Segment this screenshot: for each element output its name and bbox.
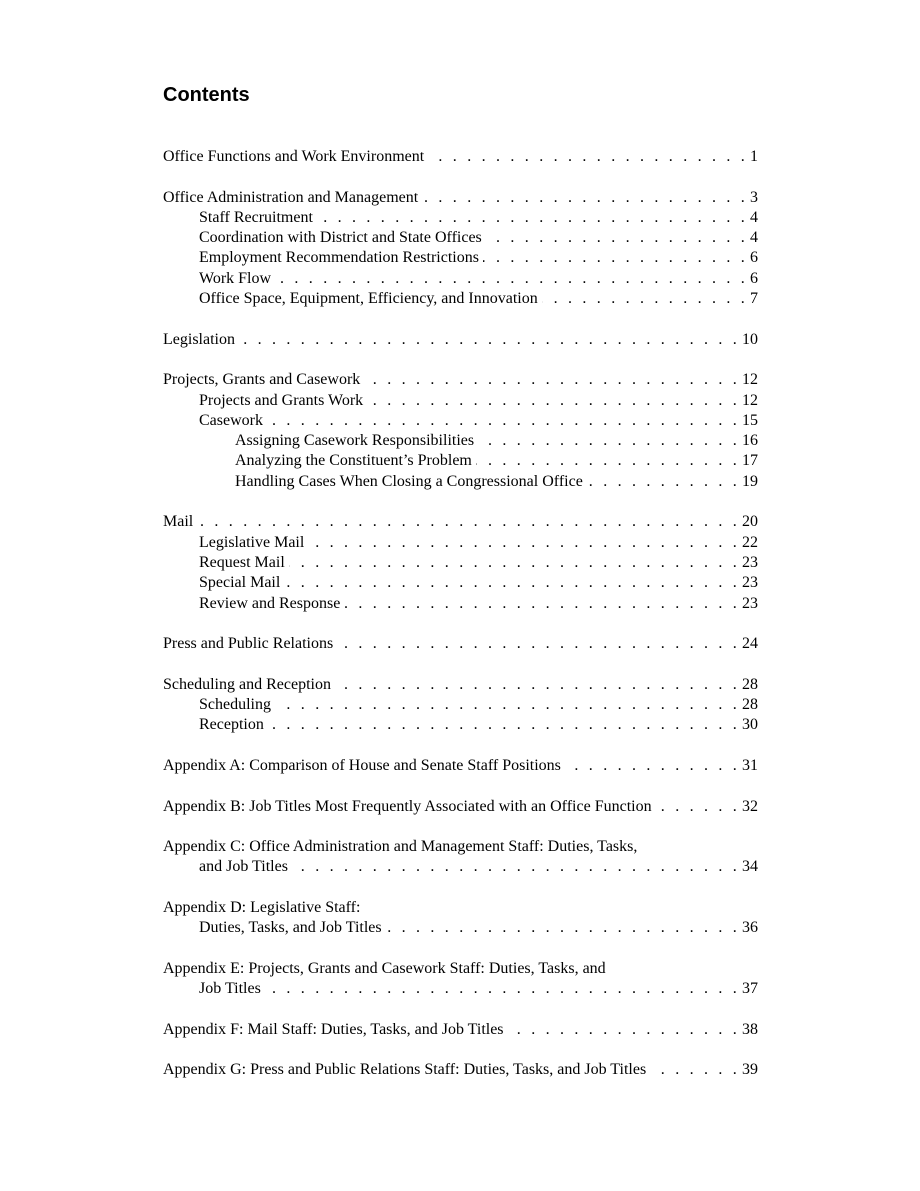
toc-entry-title: Duties, Tasks, and Job Titles — [199, 919, 382, 937]
toc-group-appendix-g — [163, 1060, 758, 1080]
toc-entry-title: Office Functions and Work Environment — [163, 148, 425, 165]
toc-entry-page: 37 — [742, 980, 758, 998]
dot-leader — [587, 472, 740, 492]
dot-leader — [239, 330, 740, 350]
toc-entry-page: 7 — [750, 290, 758, 308]
toc-entry-page: 4 — [750, 208, 758, 226]
dot-leader — [289, 553, 740, 573]
dot-leader — [335, 675, 740, 695]
toc-entry-page: 12 — [742, 391, 758, 409]
toc-entry-title: Employment Recommendation Restrictions — [199, 249, 479, 267]
toc-subentry[interactable] — [163, 695, 758, 715]
toc-group-appendix-e — [163, 959, 758, 1000]
toc-entry-title: Request Mail — [199, 553, 285, 571]
dot-leader — [265, 979, 740, 999]
toc-entry-title: Office Space, Equipment, Efficiency, and Innovation — [199, 290, 538, 308]
dot-leader — [656, 797, 740, 817]
toc-group-appendix-f — [163, 1020, 758, 1040]
dot-leader — [197, 512, 740, 532]
toc-entry-page: 36 — [742, 919, 758, 937]
toc-entry-page: 23 — [742, 553, 758, 571]
toc-entry-title: Work Flow — [199, 269, 272, 287]
toc-group-projects — [163, 370, 758, 492]
toc-entry-page: 39 — [742, 1061, 758, 1079]
toc-entry-title-line: Appendix C: Office Administration and Management Staff: Duties, Tasks, — [163, 838, 638, 856]
dot-leader — [344, 594, 740, 614]
dot-leader — [267, 411, 740, 431]
toc-subentry[interactable] — [163, 391, 758, 411]
toc-entry-page: 28 — [742, 696, 758, 714]
toc-entry-page: 19 — [742, 472, 758, 490]
toc-entry-title: Staff Recruitment — [199, 208, 313, 226]
toc-entry-title: Appendix F: Mail Staff: Duties, Tasks, and Job Titles — [163, 1020, 504, 1038]
toc-entry-page: 10 — [742, 330, 758, 348]
toc-entry-title: Special Mail — [199, 574, 281, 592]
toc-entry[interactable] — [163, 1020, 758, 1040]
toc-group-appendix-d — [163, 898, 758, 939]
toc-entry-title: Projects and Grants Work — [199, 391, 364, 409]
toc-entry-title: Legislation — [163, 330, 235, 348]
toc-subentry[interactable] — [163, 594, 758, 614]
dot-leader — [284, 573, 740, 593]
toc-entry-title: Assigning Casework Responsibilities — [235, 432, 475, 450]
toc-entry-page: 23 — [742, 594, 758, 612]
toc-entry-page: 24 — [742, 635, 758, 653]
page-title: Contents — [163, 84, 250, 106]
toc-entry-title: Appendix G: Press and Public Relations Staff: Duties, Tasks, and Job Titles — [163, 1061, 647, 1079]
toc-entry-title: Job Titles — [199, 980, 261, 998]
toc-entry-page: 23 — [742, 574, 758, 592]
toc-entry-page: 31 — [742, 756, 758, 774]
toc-entry-title-line: Appendix D: Legislative Staff: — [163, 898, 361, 916]
toc-subentry[interactable] — [163, 289, 758, 309]
toc-entry-title: and Job Titles — [199, 858, 288, 876]
dot-leader — [422, 188, 748, 208]
toc-entry[interactable] — [163, 979, 758, 999]
toc-subentry[interactable] — [163, 411, 758, 431]
dot-leader — [486, 228, 748, 248]
toc-entry-page: 20 — [742, 513, 758, 531]
dot-leader — [337, 634, 740, 654]
toc-entry-title-line: Appendix E: Projects, Grants and Casework Staff: Duties, Tasks, and — [163, 959, 606, 977]
toc-entry-title: Legislative Mail — [199, 533, 305, 551]
toc-entry-title: Press and Public Relations — [163, 635, 334, 653]
toc-subentry[interactable] — [163, 553, 758, 573]
toc-entry[interactable] — [163, 675, 758, 695]
dot-leader — [650, 1060, 740, 1080]
toc-entry-title: Reception — [199, 716, 264, 734]
toc-entry-title: Appendix B: Job Titles Most Frequently Associated with an Office Function — [163, 797, 652, 815]
dot-leader — [367, 391, 740, 411]
toc-group-mail — [163, 512, 758, 613]
toc-entry-page: 16 — [742, 432, 758, 450]
toc-entry-title: Appendix A: Comparison of House and Senate Staff Positions — [163, 756, 561, 774]
toc-entry-page: 6 — [750, 269, 758, 287]
toc-subsubentry[interactable] — [163, 472, 758, 492]
dot-leader — [317, 208, 748, 228]
toc-subentry[interactable] — [163, 533, 758, 553]
toc-group-office-functions — [163, 147, 758, 167]
toc-group-office-administration — [163, 188, 758, 310]
toc-subentry[interactable] — [163, 573, 758, 593]
toc-entry-title: Handling Cases When Closing a Congressional Office — [235, 472, 583, 490]
toc-entry-title: Coordination with District and State Offices — [199, 229, 482, 247]
toc-entry-page: 17 — [742, 452, 758, 470]
toc-subentry[interactable] — [163, 228, 758, 248]
toc-entry[interactable] — [163, 1060, 758, 1080]
toc-subentry[interactable] — [163, 248, 758, 268]
toc-entry-page: 38 — [742, 1020, 758, 1038]
dot-leader — [428, 147, 748, 167]
toc-entry-page: 1 — [750, 148, 758, 165]
dot-leader — [476, 451, 740, 471]
dot-leader — [308, 533, 740, 553]
toc-entry[interactable] — [163, 797, 758, 817]
dot-leader — [275, 695, 740, 715]
toc-entry-title: Scheduling — [199, 696, 271, 714]
dot-leader — [508, 1020, 740, 1040]
toc-entry-page: 15 — [742, 411, 758, 429]
toc-entry-page: 22 — [742, 533, 758, 551]
table-of-contents — [163, 147, 758, 1101]
toc-group-appendix-a — [163, 756, 758, 776]
toc-entry-title: Projects, Grants and Casework — [163, 371, 361, 389]
toc-entry-page: 3 — [750, 188, 758, 206]
toc-entry[interactable] — [163, 370, 758, 390]
dot-leader — [292, 857, 740, 877]
toc-entry[interactable] — [163, 857, 758, 877]
toc-entry-page: 32 — [742, 797, 758, 815]
toc-entry[interactable] — [163, 188, 758, 208]
toc-entry[interactable] — [163, 918, 758, 938]
toc-subentry[interactable] — [163, 715, 758, 735]
dot-leader — [478, 431, 740, 451]
dot-leader — [542, 289, 748, 309]
toc-group-legislation — [163, 330, 758, 350]
dot-leader — [275, 269, 748, 289]
toc-subentry[interactable] — [163, 208, 758, 228]
toc-entry[interactable] — [163, 756, 758, 776]
toc-group-appendix-b — [163, 797, 758, 817]
toc-subsubentry[interactable] — [163, 431, 758, 451]
toc-entry[interactable] — [163, 330, 758, 350]
toc-subsubentry[interactable] — [163, 451, 758, 471]
toc-entry-title: Office Administration and Management — [163, 188, 419, 206]
toc-entry-page: 12 — [742, 371, 758, 389]
toc-entry-page: 30 — [742, 716, 758, 734]
toc-entry[interactable] — [163, 512, 758, 532]
toc-entry[interactable] — [163, 634, 758, 654]
toc-entry-page: 28 — [742, 675, 758, 693]
toc-entry-title: Review and Response — [199, 594, 341, 612]
toc-entry-page: 34 — [742, 858, 758, 876]
toc-entry-title: Analyzing the Constituent’s Problem — [235, 452, 472, 470]
toc-entry-title: Mail — [163, 513, 194, 531]
dot-leader — [483, 248, 748, 268]
dot-leader — [565, 756, 740, 776]
toc-entry-page: 4 — [750, 229, 758, 247]
toc-group-appendix-c — [163, 837, 758, 878]
toc-entry-page: 6 — [750, 249, 758, 267]
dot-leader — [268, 715, 740, 735]
toc-subentry[interactable] — [163, 269, 758, 289]
toc-group-press — [163, 634, 758, 654]
dot-leader — [364, 370, 740, 390]
toc-group-scheduling — [163, 675, 758, 736]
dot-leader — [386, 918, 740, 938]
toc-entry-title: Scheduling and Reception — [163, 675, 331, 693]
toc-entry[interactable] — [163, 147, 758, 167]
toc-entry-title: Casework — [199, 411, 263, 429]
